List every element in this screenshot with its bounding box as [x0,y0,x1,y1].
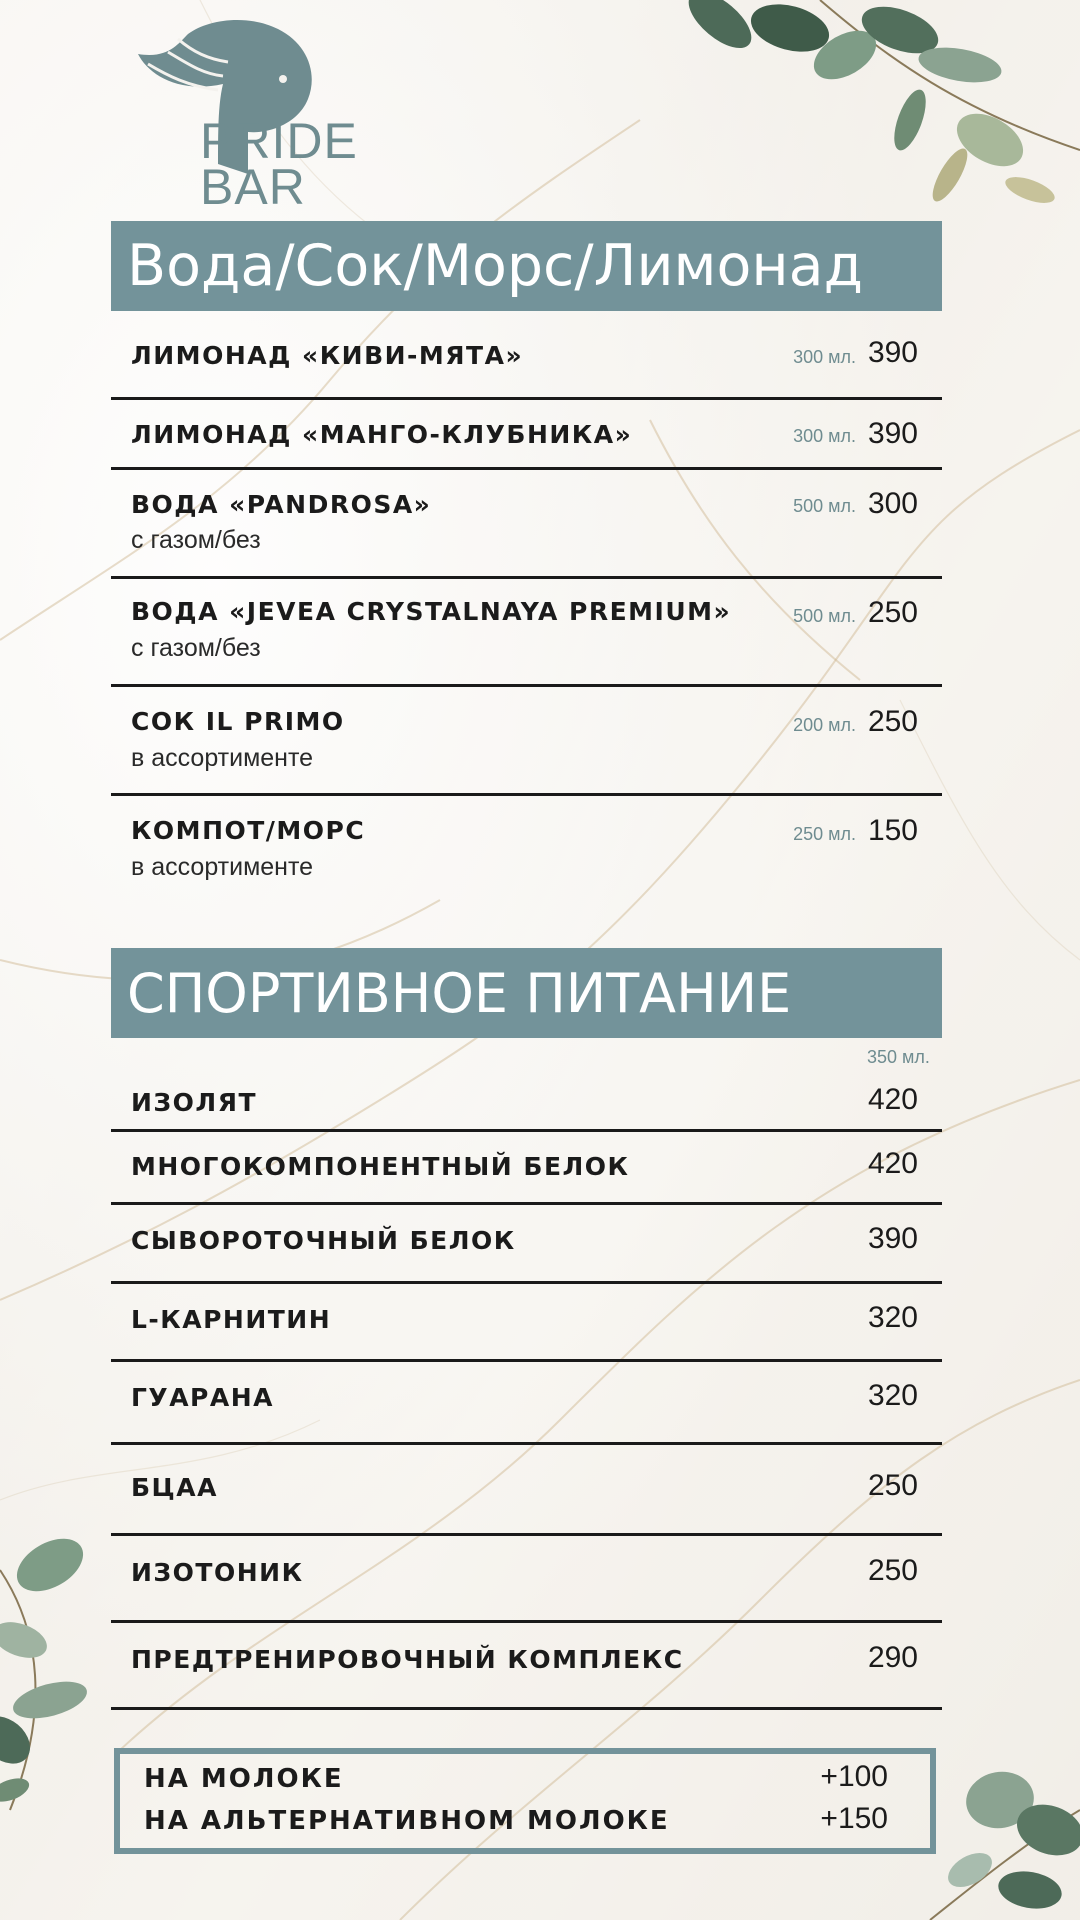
section-title: СПОРТИВНОЕ ПИТАНИЕ [127,962,792,1025]
item-price: 250 [867,705,918,738]
item-price: 250 [867,1469,918,1502]
item-name: КОМПОТ/МОРС [131,816,366,845]
item-name: ИЗОЛЯТ [131,1088,258,1117]
item-volume: 250 мл. [793,824,856,844]
extra-name: НА АЛЬТЕРНАТИВНОМ МОЛОКЕ [144,1806,670,1836]
item-name: L-КАРНИТИН [131,1305,332,1334]
item-subtitle: с газом/без [131,526,261,554]
eucalyptus-leaves-bottom-left [0,1530,110,1830]
item-volume: 200 мл. [793,715,856,735]
item-name: ИЗОТОНИК [131,1558,304,1587]
menu-row [111,400,942,470]
item-name: ЛИМОНАД «МАНГО-КЛУБНИКА» [131,420,633,449]
item-price: 250 [867,596,918,629]
extra-price: +100 [820,1760,888,1793]
item-price: 420 [867,1083,918,1116]
extra-price: +150 [820,1802,888,1835]
item-price: 320 [867,1379,918,1412]
item-name: ГУАРАНА [131,1383,274,1412]
item-name: СЫВОРОТОЧНЫЙ БЕЛОК [131,1226,516,1255]
extra-name: НА МОЛОКЕ [144,1764,344,1794]
item-price: 250 [867,1554,918,1587]
menu-row [111,687,942,796]
section-title: Вода/Сок/Морс/Лимонад [127,233,863,299]
item-subtitle: в ассортименте [131,744,314,772]
brand-line-2: BAR [200,159,306,215]
eucalyptus-leaves-bottom-right [920,1770,1080,1920]
item-price: 300 [867,487,918,520]
item-volume: 500 мл. [793,496,856,516]
item-name: МНОГОКОМПОНЕНТНЫЙ БЕЛОК [131,1152,630,1181]
milk-options-box [114,1748,936,1854]
item-volume: 500 мл. [793,606,856,626]
brand-name [200,113,358,215]
item-volume: 300 мл. [793,426,856,446]
section-banner-sports-nutrition [111,948,942,1038]
item-name: БЦАА [131,1473,218,1502]
menu-row [111,1445,942,1536]
item-price: 390 [867,1222,918,1255]
item-price: 150 [867,814,918,847]
item-price: 320 [867,1301,918,1334]
menu-row [111,311,942,400]
item-subtitle: с газом/без [131,634,261,662]
menu-row [111,1623,942,1710]
item-price: 290 [867,1641,918,1674]
menu-row [111,470,942,579]
menu-row [111,1205,942,1284]
item-price: 420 [867,1147,918,1180]
section-banner-drinks [111,221,942,311]
item-price: 390 [867,336,918,369]
brand-line-1: PRIDE [200,113,358,169]
menu-row [111,796,942,906]
menu-row [111,579,942,687]
menu-row [111,1362,942,1445]
item-volume: 300 мл. [793,347,856,367]
item-name: ВОДА «JEVEA CRYSTALNAYA PREMIUM» [131,597,732,626]
item-name: СОК IL PRIMO [131,707,345,736]
item-price: 390 [867,417,918,450]
menu-row [111,1132,942,1205]
item-name: ВОДА «PANDROSA» [131,490,432,519]
section-volume: 350 мл. [867,1047,930,1067]
menu-row [111,1536,942,1623]
item-subtitle: в ассортименте [131,853,314,881]
menu-row [111,1284,942,1362]
item-name: ПРЕДТРЕНИРОВОЧНЫЙ КОМПЛЕКС [131,1645,684,1674]
item-name: ЛИМОНАД «КИВИ-МЯТА» [131,341,524,370]
menu-row [111,1060,942,1132]
